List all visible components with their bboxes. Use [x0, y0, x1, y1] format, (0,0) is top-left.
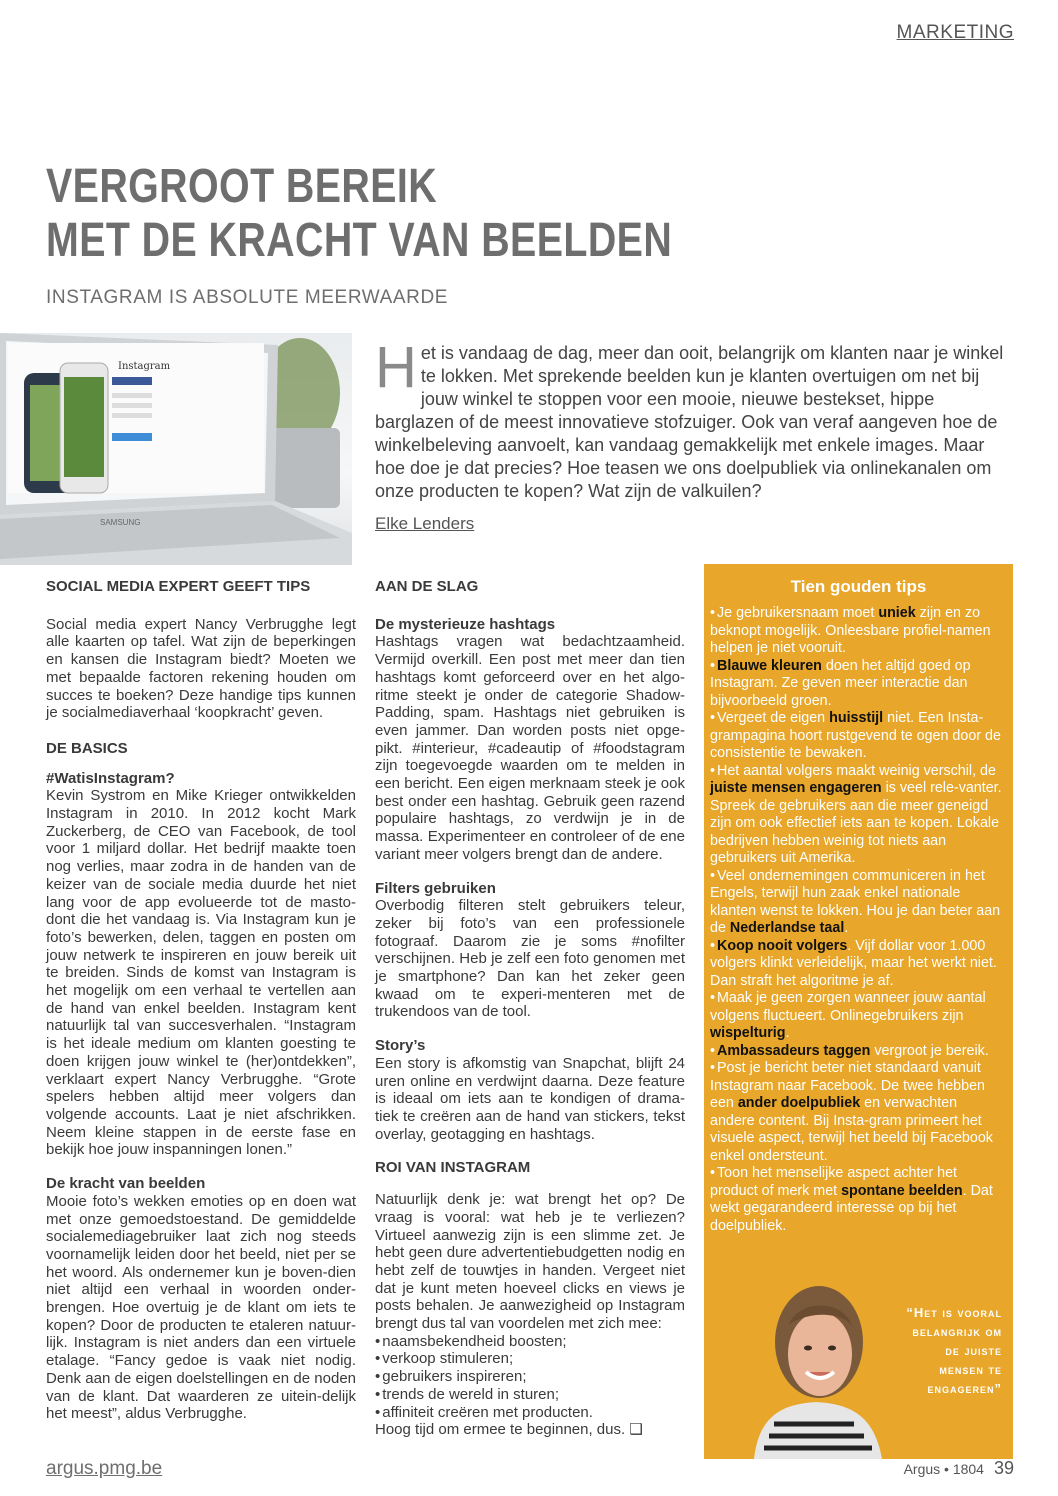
footer-issue [904, 1458, 1014, 1479]
tip-item: • Vergeet de eigen huisstijl niet. Een Insta-grampagina hoort rustgevend te ogen door de consistentie te bewaken. [710, 710, 1005, 763]
tip-item: • Koop nooit volgers. Vijf dollar voor 1.000 volgers klinkt verleidelijk, maar het werkt niet. Dan straft het algoritme je af. [710, 938, 1005, 991]
closing-line: Hoog tijd om ermee te beginnen, dus. ❑ [375, 1421, 643, 1439]
tips-list [704, 605, 1013, 1235]
heading-basics: DE BASICS [46, 739, 128, 757]
laptop-photo [0, 333, 352, 565]
heading-filters: Filters gebruiken [375, 879, 496, 897]
issue-label: Argus • 1804 [903, 1461, 984, 1477]
column-2 [375, 578, 685, 1439]
paragraph-filters: Overbodig filteren stelt gebruikers teleur, zeker bij foto’s van een professionele fotograaf. Daarom zie je soms #nofilter verschijnen. Heb je zelf een foto genomen met je smartphone? Dan kan het zeker geen kwaad om te experi-menteren met de trukendoos van de tool. [375, 897, 685, 1021]
footer-website[interactable]: argus.pmg.be [46, 1458, 163, 1479]
paragraph-expert: Social media expert Nancy Verbrugghe legt alle kaarten op tafel. Wat zijn de beperkingen en kansen die Instagram biedt? Moeten we met bepaalde factoren rekening houden om succes te boeken? Deze handige tips kunnen je socialmediaverhaal ‘koopkracht’ geven. [46, 615, 356, 722]
heading-hashtags: De mysterieuze hashtags [375, 615, 556, 633]
article-subtitle: INSTAGRAM IS ABSOLUTE MEERWAARDE [46, 287, 449, 308]
section-tag: MARKETING [896, 22, 1014, 43]
tip-item: • Veel ondernemingen communiceren in het Engels, terwijl hun zaak enkel nationale klanten wenst te lokken. Hou je dan beter aan de Nederlandse taal. [710, 868, 1005, 938]
tip-item: • Het aantal volgers maakt weinig verschil, de juiste mensen engageren is veel rele-vanter. Spreek de gebruikers aan die meer geneigd zijn om ook effectief iets aan te kopen. Lokale bedrijven hebben weinig tot niets aan gebruikers uit Amerika. [710, 763, 1005, 868]
drop-cap: H [375, 335, 417, 400]
list-item: • verkoop stimuleren; [375, 1350, 685, 1368]
tip-item: • Blauwe kleuren doen het altijd goed op Instagram. Ze geven meer interactie dan bijvoorbeeld groen. [710, 658, 1005, 711]
heading-kracht: De kracht van beelden [46, 1175, 206, 1193]
intro-text: et is vandaag de dag, meer dan ooit, belangrijk om klanten naar je winkel te lokken. Met sprekende beelden kun je klanten overtuigen om net bij jouw winkel te stoppen voor een mooie, nieuwe bestekset, hippe barglazen of de meest innovatieve stofzuiger. Ook van veraf aangeven hoe de winkelbeleving aanvoelt, kan vandaag gemakkelijk met enkele images. Maar hoe doe je dat precies? Hoe teasen we ons doelpubliek via onlinekanalen om onze producten te kopen? Wat zijn de valkuilen? [375, 343, 1004, 501]
laptop-illustration [0, 333, 352, 565]
heading-expert: SOCIAL MEDIA EXPERT GEEFT TIPS [46, 578, 311, 595]
intro-paragraph [375, 335, 1007, 503]
person-portrait [734, 1264, 899, 1459]
tip-item: • Ambassadeurs taggen vergroot je bereik. [710, 1043, 1005, 1061]
pull-quote: “Het is vooral belangrijk om de juiste mensen te engageren” [906, 1305, 1002, 1396]
paragraph-kracht: Mooie foto’s wekken emoties op en doen wat met onze gemoedstoestand. De gemiddelde socialemediagebruiker laat zich nog steeds voornamelijk leiden door het beeld, niet per se het woord. Als ondernemer kun je boven-dien niet altijd een verhaal in woorden onder-brengen. Hoe overtuig je de klant om iets te kopen? Door de producten te etaleren natuur-lijk. Instagram is niet anders dan een virtuele etalage. “Fancy gedoe is vaak niet nodig. Denk aan de eigen doelstellingen en de noden van de klant. Dat waarderen ze uitein-delijk het meest”, aldus Verbrugghe. [46, 1192, 356, 1423]
roi-bullet-list [375, 1333, 685, 1422]
heading-watis: #WatisInstagram? [46, 769, 175, 787]
list-item: • affiniteit creëren met producten. [375, 1404, 685, 1422]
title-line-1: VERGROOT BEREIK [46, 160, 438, 213]
portrait-photo [734, 1264, 899, 1459]
screen-brand: Instagram [118, 361, 171, 372]
tips-title: Tien gouden tips [790, 577, 927, 596]
tip-item: • Toon het menselijke aspect achter het product of merk met spontane beelden. Dat wekt gegarandeerd interesse op bij het doelpubliek. [710, 1165, 1005, 1235]
list-item: • trends de wereld in sturen; [375, 1386, 685, 1404]
paragraph-hashtags: Hashtags vragen wat bedachtzaamheid. Vermijd overkill. Een post met meer dan tien hashtags komt geforceerd over en het algo-ritme steekt je onder de categorie Shadow-Padding, spam. Hashtags niet gebruiken is even jammer. Dan worden posts niet opge-pikt. #interieur, #cadeautip of #foodstagram zijn toegevoegde waarden om te melden in een bericht. Een eigen merknaam steek je ook best onder een hashtag. Gebruik geen razend populaire hashtags, zo verdwijn je in de massa. Experimenteer en controleer of de ene variant meer volgers brengt dan de andere. [375, 633, 685, 863]
list-item: • gebruikers inspireren; [375, 1368, 685, 1386]
list-item: • naamsbekendheid boosten; [375, 1333, 685, 1351]
heading-aan-de-slag: AAN DE SLAG [375, 578, 479, 595]
author-byline: Elke Lenders [375, 514, 475, 533]
paragraph-roi: Natuurlijk denk je: wat brengt het op? De vraag is vooral: wat heb je te verliezen? Virtueel aanwezig zijn is een slimme zet. Je hebt geen dure advertentiebudgetten nodig en hebt zelf de touwtjes in handen. Vergeet niet dat je kunt meten hoeveel clicks en views je posts behalen. Je aanwezigheid op Instagram brengt dus tal van voordelen met zich mee: [375, 1191, 685, 1333]
title-line-2: MET DE KRACHT VAN BEELDEN [46, 214, 673, 267]
page-number: 39 [993, 1458, 1014, 1478]
paragraph-watis: Kevin Systrom en Mike Krieger ontwikkelden Instagram in 2010. In 2012 kocht Mark Zuckerberg, de CEO van Facebook, de tool voor 1 miljard dollar. Het bedrijf maakte toen nog verlies, maar zodra in de handen van de keizer van de sociale media duurde het niet lang voor de app evolueerde tot de masto-dont die het vandaag is. Via Instagram kun je foto’s bewerken, delen, taggen en posten om jouw netwerk te inspireren en jouw bereik uit te breiden. Sinds de komst van Instagram is het mogelijk om een verhaal te vertellen aan de hand van enkel beelden. Instagram kent natuurlijk tal van succesverhalen. “Instagram is het ideale medium om klanten goesting te doen krijgen jouw winkel te (her)ontdekken”, verklaart expert Nancy Verbrugghe. “Grote spelers hebben altijd meer volgers dan volgende accounts. Laat je niet afschrikken. Neem kleine stappen in de eerste fase en bekijk hoe jouw inspanningen lonen.” [46, 787, 356, 1159]
tip-item: • Maak je geen zorgen wanneer jouw aantal volgens fluctueert. Onlinegebruikers zijn wispelturig. [710, 990, 1005, 1043]
laptop-brand: SAMSUNG [100, 518, 141, 527]
heading-story: Story’s [375, 1037, 426, 1055]
column-1 [46, 578, 356, 1423]
paragraph-story: Een story is afkomstig van Snapchat, blijft 24 uren online en verdwijnt daarna. Deze feature is ideaal om iets aan te kondigen of drama-tiek te creëren aan de hand van stickers, tekst overlay, geotagging en hashtags. [375, 1054, 685, 1143]
article-title [46, 160, 672, 268]
tip-item: • Post je bericht beter niet standaard vanuit Instagram naar Facebook. De twee hebben een ander doelpubliek en verwachten andere content. Bij Insta-gram primeert het visuele aspect, terwijl het beeld bij Facebook enkel ondersteunt. [710, 1060, 1005, 1165]
heading-roi: ROI VAN INSTAGRAM [375, 1159, 531, 1177]
tips-sidebar [704, 564, 1013, 1459]
tip-item: • Je gebruikersnaam moet uniek zijn en zo beknopt mogelijk. Onleesbare profiel-namen helpen je niet vooruit. [710, 605, 1005, 658]
